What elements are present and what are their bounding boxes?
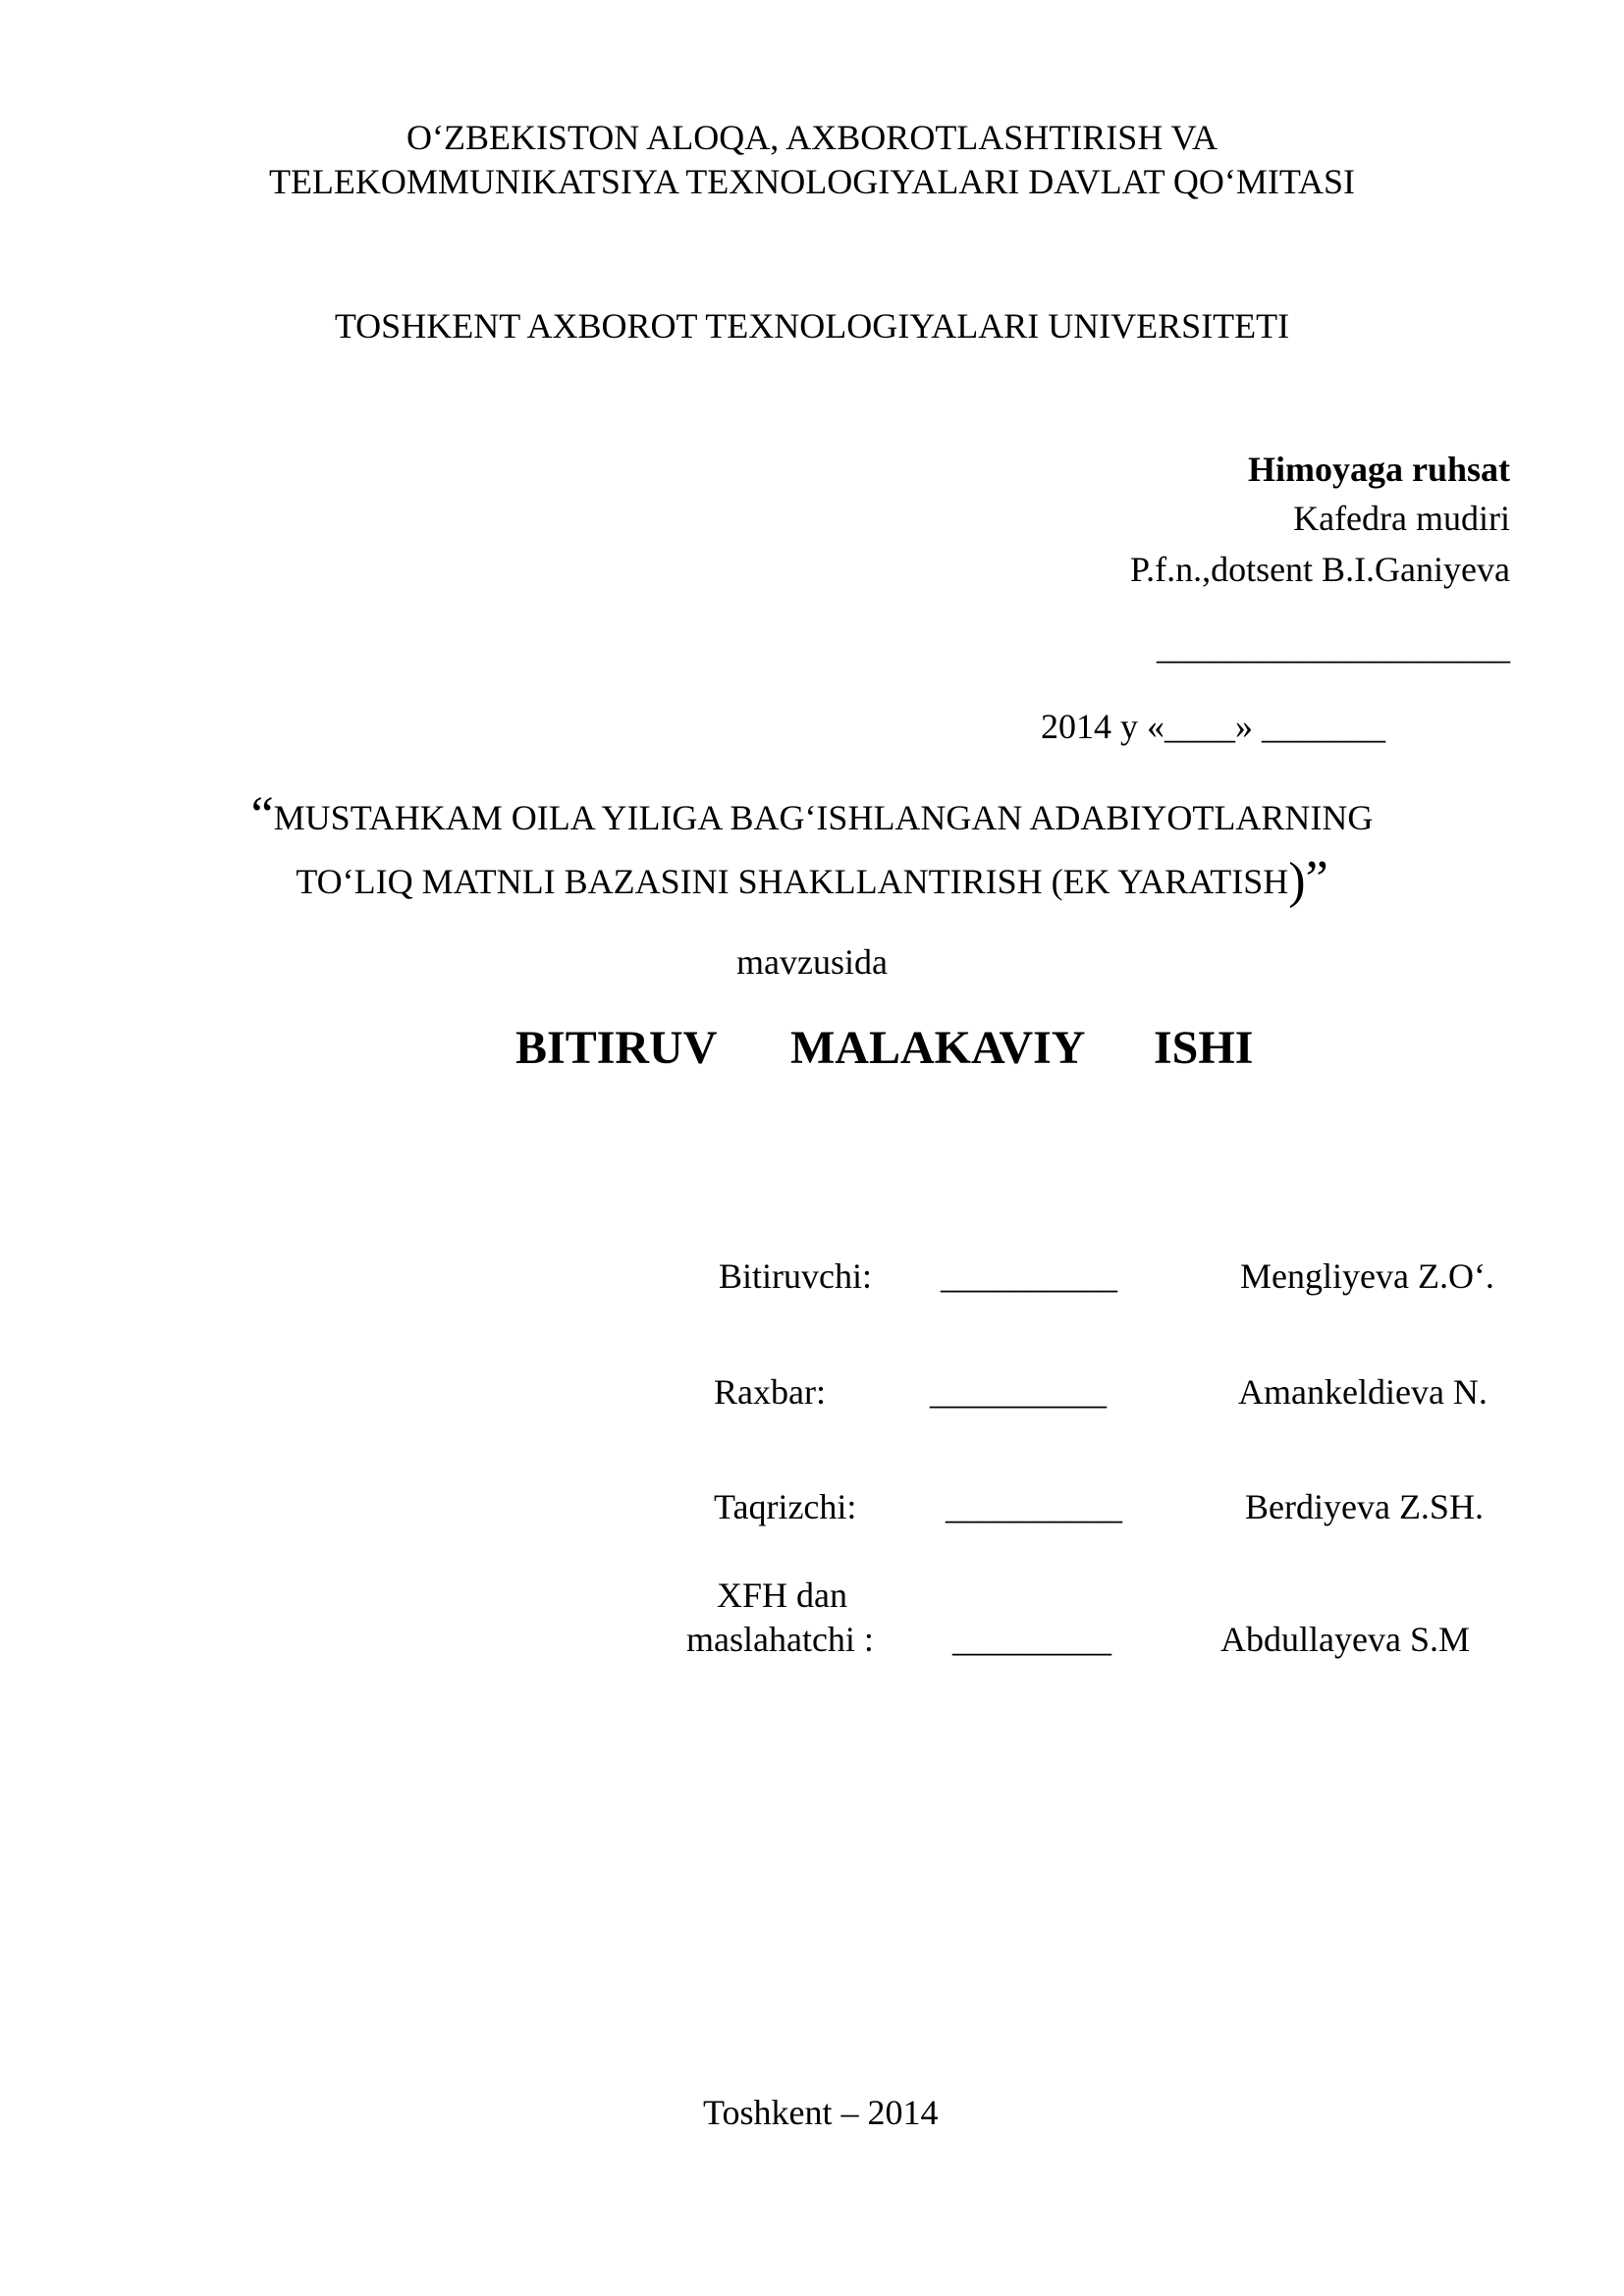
ministry-line-1: O‘ZBEKISTON ALOQA, AXBOROTLASHTIRISH VA (406, 118, 1218, 157)
topic-line-2-text: TO‘LIQ MATNLI BAZASINI SHAKLLANTIRISH (EK YARATISH (296, 862, 1289, 901)
signature-line: _________ (952, 1620, 1111, 1659)
signature-role: Bitiruvchi: (719, 1256, 872, 1296)
signature-role: Taqrizchi: (714, 1487, 857, 1526)
signature-name: Mengliyeva Z.O‘. (1240, 1256, 1494, 1296)
approval-title: Himoyaga ruhsat (1247, 450, 1510, 489)
signature-name: Berdiyeva Z.SH. (1245, 1487, 1484, 1526)
approval-date-line: 2014 y «____» _______ (1041, 707, 1385, 746)
topic-subtitle: mavzusida (736, 942, 888, 982)
work-title-word-2: MALAKAVIY (790, 1022, 1086, 1074)
topic-close-quote: ” (1305, 851, 1328, 907)
work-title-word-1: BITIRUV (515, 1022, 718, 1074)
signature-name: Amankeldieva N. (1238, 1372, 1488, 1412)
signature-line: __________ (930, 1372, 1107, 1412)
signature-name: Abdullayeva S.M (1220, 1620, 1470, 1659)
approval-signature-line: ____________________ (1157, 627, 1510, 667)
topic-open-quote: “ (250, 787, 274, 843)
topic-line-1 (0, 787, 1624, 843)
topic-close-paren: ) (1288, 853, 1306, 909)
signature-line: __________ (941, 1256, 1117, 1296)
ministry-line-2: TELEKOMMUNIKATSIYA TEXNOLOGIYALARI DAVLAT QO‘MITASI (268, 162, 1356, 201)
signature-role-line-1: XFH dan (717, 1575, 847, 1615)
topic-line-1-text: MUSTAHKAM OILA YILIGA BAG‘ISHLANGAN ADABIYOTLARNING (273, 798, 1374, 837)
signature-line: __________ (946, 1487, 1122, 1526)
footer-city-year: Toshkent – 2014 (703, 2093, 939, 2132)
signature-role: Raxbar: (714, 1372, 826, 1412)
approval-position: Kafedra mudiri (1293, 499, 1510, 538)
work-title-word-3: ISHI (1154, 1022, 1254, 1074)
topic-line-2 (0, 851, 1624, 909)
university-name: TOSHKENT AXBOROT TEXNOLOGIYALARI UNIVERSITETI (334, 306, 1290, 346)
approval-person: P.f.n.,dotsent B.I.Ganiyeva (1130, 550, 1510, 589)
signature-role-line-2: maslahatchi : (686, 1620, 874, 1659)
